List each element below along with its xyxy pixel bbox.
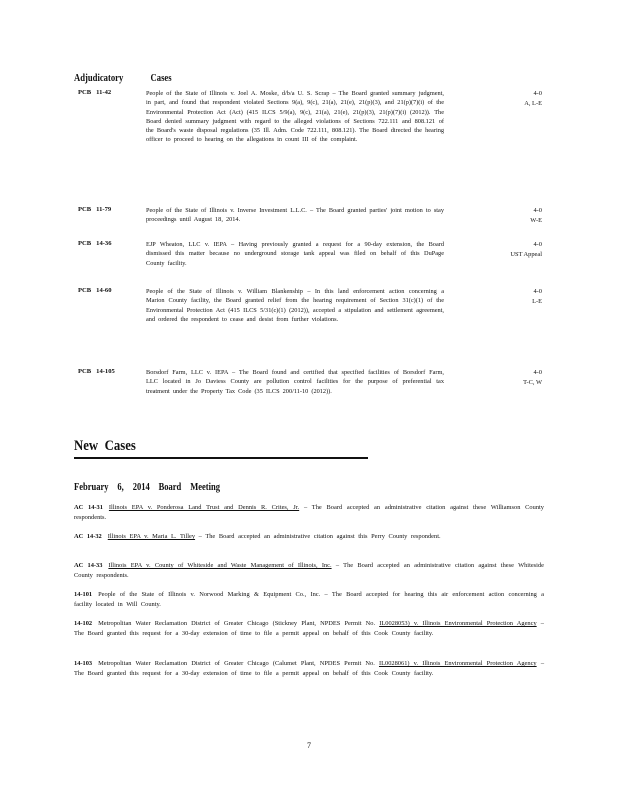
case-summary: People of the State of Illinois v. Joel A. Moske, d/b/a U. S. Scrap – The Board granted summary judgment, in part, and found that respondent violated Sections 9(a), 9(c), 21(a), 21(e), 21(p)(3), and 21(p)(7)(i) of the Environmental Protection Act (Act) (415 ILCS 5/9(a), 9(c), 21(a), 21(e), 21(p)(3), 21(p)(7)(i) (2012)). The Board denied summary judgment with regard to the alleged violations of Sections 722.111 and 808.121 of the Board's waste disposal regulations (35 Ill. Adm. Code 722.111, 808.121). The Board directed the hearing officer to proceed to hearing on the allegations in count III of the complaint.: [146, 90, 444, 144]
vote-count: 4-0 A, L-E: [524, 90, 542, 107]
new-case-entry: [74, 659, 544, 678]
case-id: PCB 11-79: [78, 206, 112, 213]
new-case-entry: [74, 590, 544, 609]
vote-count: 4-0 W-E: [530, 207, 542, 224]
new-case-id: 14-102: [74, 620, 93, 627]
new-cases-title: New Cases: [74, 438, 136, 454]
case-description: – The Board granted this request for a 30-day extension of time to file a permit appeal on behalf of this Cook County facility.: [74, 620, 544, 637]
meeting-heading: February 6, 2014 Board Meeting: [74, 482, 220, 493]
case-caption: IL0028053) v. Illinois Environmental Protection Agency: [379, 620, 537, 627]
case-summary: EJP Wheaton, LLC v. IEPA – Having previously granted a request for a 90-day extension, the Board dismissed this matter because no underground storage tank appeal was filed on behalf of this DuPage County facility.: [146, 241, 444, 267]
case-description: – The Board accepted an administrative citation against this Perry County respondent.: [195, 533, 441, 540]
section-divider: [74, 457, 368, 459]
case-summary: Borsdorf Farm, LLC v. IEPA – The Board found and certified that specified facilities of Borsdorf Farm, LLC located in Jo Daviess County are pollution control facilities for the purpose of preferential tax treatment under the Property Tax Code (35 ILCS 200/11-10 (2012)).: [146, 369, 444, 395]
vote-count: 4-0 L-E: [532, 288, 542, 305]
new-case-entry: [74, 619, 544, 638]
case-id: PCB 14-60: [78, 287, 112, 294]
case-description: – The Board granted this request for a 30-day extension of time to file a permit appeal on behalf of this Cook County facility.: [74, 660, 545, 677]
vote-count: 4-0 UST Appeal: [510, 241, 542, 258]
new-case-entry: [74, 561, 544, 580]
case-summary: People of the State of Illinois v. Inverse Investment L.L.C. – The Board granted parties' joint motion to stay proceedings until August 18, 2014.: [146, 207, 444, 224]
vote-count: 4-0 T-C, W: [523, 369, 542, 386]
new-case-id: AC 14-32: [74, 533, 102, 540]
new-case-entry: [74, 532, 544, 542]
page-number: 7: [307, 741, 311, 750]
case-description: – The Board accepted an administrative citation against these Williamson County respondents.: [74, 504, 544, 521]
case-description: People of the State of Illinois v. Norwood Marking & Equipment Co., Inc. – The Board accepted for hearing this air enforcement action concerning a facility located in Will County.: [74, 591, 544, 608]
new-case-id: AC 14-33: [74, 562, 103, 569]
case-summary: People of the State of Illinois v. William Blankenship – In this land enforcement action concerning a Marion County facility, the Board granted relief from the hearing requirement of Section 31(c)(1) of the Environmental Protection Act (415 ILCS 5/31(c)(1) (2012)), accepted a stipulation and settlement agreement, and ordered the respondent to cease and desist from further violations.: [146, 288, 444, 323]
new-case-id: 14-103: [74, 660, 93, 667]
case-id: PCB 11-42: [78, 89, 112, 96]
case-caption: Illinois EPA v. Maria L. Tilley: [107, 533, 196, 540]
case-description: – The Board accepted an administrative citation against these Whiteside County respondents.: [74, 562, 544, 579]
new-case-id: AC 14-31: [74, 504, 103, 511]
case-caption: Illinois EPA v. County of Whiteside and Waste Management of Illinois, Inc.: [108, 562, 332, 569]
header-right: Cases: [150, 73, 172, 84]
new-case-id: 14-101: [74, 591, 93, 598]
case-petitioner: Metropolitan Water Reclamation District of Greater Chicago (Calumet Plant, NPDES Permit No.: [98, 660, 379, 667]
case-id: PCB 14-105: [78, 368, 115, 375]
header-left: Adjudicatory: [74, 73, 124, 84]
case-id: PCB 14-36: [78, 240, 112, 247]
case-caption: IL0028061) v. Illinois Environmental Protection Agency: [378, 660, 537, 667]
new-case-entry: [74, 503, 544, 522]
case-caption: Illinois EPA v. Ponderosa Land Trust and Dennis R. Crites, Jr.: [108, 504, 300, 511]
section-header-adjudicatory: [74, 73, 172, 84]
case-petitioner: Metropolitan Water Reclamation District of Greater Chicago (Stickney Plant, NPDES Permit No.: [98, 620, 380, 627]
